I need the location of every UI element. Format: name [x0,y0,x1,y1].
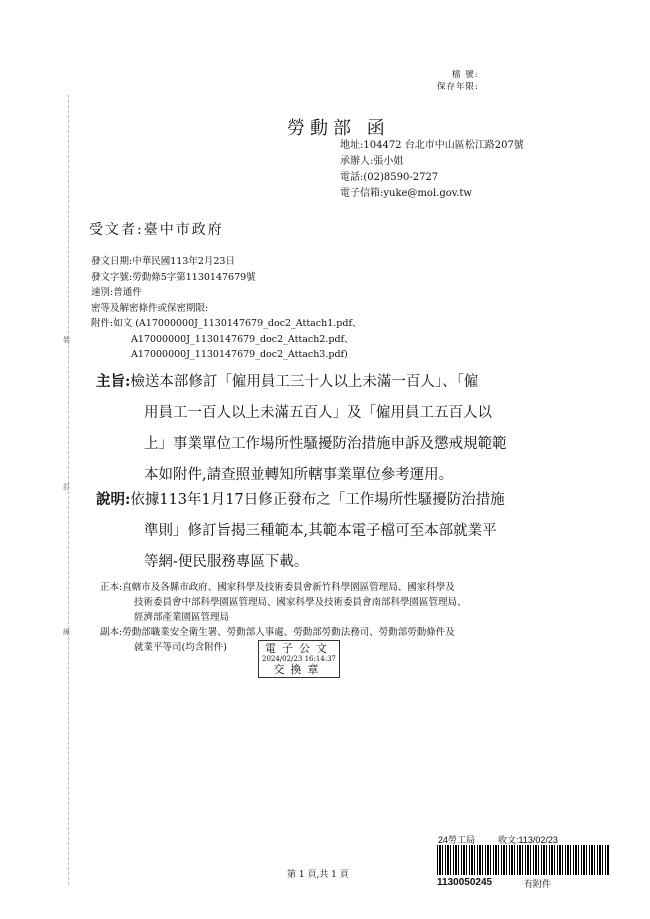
explanation-lead: 說明: [96,491,131,508]
explanation-section [96,484,596,578]
attachment-line-2: A17000000J_1130147679_doc2_Attach2.pdf、 [131,333,354,345]
explanation-line: 準則」修訂旨揭三種範本,其範本電子檔可至本部就業平 [144,523,497,539]
doc-date: 發文日期:中華民國113年2月23日 [91,256,235,267]
sender-contact: 承辦人:張小姐 [340,156,404,167]
subject-line: 本如附件,請查照並轉知所轄事業單位參考運用。 [144,467,454,483]
copy-recipient-label: 副本: [100,627,123,638]
binding-mark-ding: 訂 [63,483,70,491]
sender-email: 電子信箱:yuke@mol.gov.tw [340,188,472,199]
subject-line: 用員工一百人以上未滿五百人」及「僱用員工五百人以 [144,405,492,421]
attachment-line-3: A17000000J_1130147679_doc2_Attach3.pdf) [131,349,348,360]
page-number: 第 1 頁,共 1 頁 [287,870,349,880]
receipt-office: 24勞工局 [438,835,476,845]
binding-mark-xian: 線 [63,628,70,636]
copy-recipient-line: 勞動部職業安全衛生署、勞動部人事處、勞動部勞動法務司、勞動部勞動條件及 [122,627,455,638]
copy-recipient-line: 就業平等司(均含附件) [134,642,227,653]
sender-address: 地址:104472 台北市中山區松江路207號 [340,140,524,151]
subject-line: 檢送本部修訂「僱用員工三十人以上未滿一百人」、「僱 [130,374,479,390]
sender-phone: 電話:(02)8590-2727 [340,172,439,183]
binding-mark-zhuang: 裝 [63,336,70,344]
stamp-top-text: 電子公文 [265,642,333,655]
original-recipient-label: 正本: [100,582,123,593]
exchange-stamp [258,640,340,678]
meta-block [91,254,361,363]
attachment-note: 有附件 [524,880,552,890]
document-title: 勞動部 函 [287,118,390,139]
stamp-bottom-text: 交換章 [273,663,325,676]
barcode-number: 1130050245 [437,877,493,888]
subject-line: 上」事業單位工作場所性騷擾防治措施申訴及懲戒規範範 [144,436,507,452]
original-recipient-line: 經濟部產業園區管理局 [134,612,230,623]
sender-block [340,138,524,202]
explanation-line: 依據113年1月17日修正發布之「工作場所性騷擾防治措施 [130,492,505,508]
stamp-time: 2024/02/23 16:14:37 [262,655,337,663]
original-recipient-line: 直轄市及各縣市政府、國家科學及技術委員會新竹科學園區管理局、國家科學及 [122,582,455,593]
explanation-line: 等網-便民服務專區下載。 [144,554,309,570]
retention-label: 保存年限: [437,82,479,92]
doc-number: 發文字號:勞動條5字第1130147679號 [91,271,256,283]
barcode [437,845,609,875]
subject-section [96,366,596,491]
subject-lead: 主旨: [96,373,131,390]
file-number-label: 檔 號: [452,70,479,80]
recipient: 受文者:臺中市政府 [89,222,224,238]
attachment-line-1: 附件:如文 (A17000000J_1130147679_doc2_Attach1.pdf、 [91,318,362,329]
doc-speed: 速別:普通件 [91,287,142,298]
original-recipient-line: 技術委員會中部科學園區管理局、國家科學及技術委員會南部科學園區管理局、 [134,597,467,608]
doc-secrecy: 密等及解密條件或保密期限: [91,302,209,314]
receipt-date: 收文:113/02/23 [498,835,558,845]
